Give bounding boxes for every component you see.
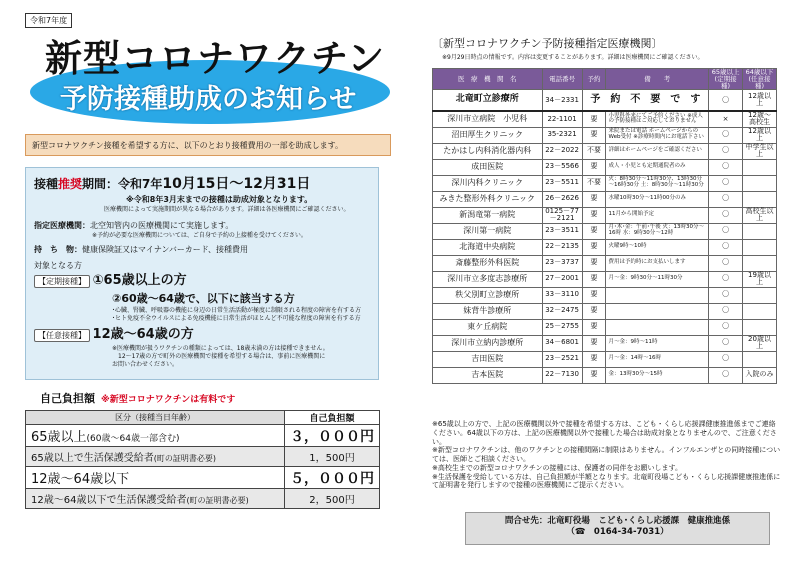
cost-col-category: 区分（接種当日年齢） <box>26 411 285 425</box>
table-row <box>433 207 777 223</box>
cost-heading <box>40 390 235 406</box>
clinic-reservation: 要 <box>582 223 606 239</box>
clinic-col-remarks: 備 考 <box>606 69 709 90</box>
clinic-phone: 33－3110 <box>542 287 582 303</box>
page-title: 新型コロナワクチン <box>45 37 386 80</box>
clinic-phone: 0125－77－2121 <box>542 207 582 223</box>
clinic-reservation: 要 <box>582 191 606 207</box>
clinic-name: 沼田厚生クリニック <box>433 127 543 143</box>
period-note: 医療機関によって実施期間が異なる場合があります。詳細は各医療機関にご確認ください。 <box>104 205 350 213</box>
clinic-over65: 〇 <box>709 191 743 207</box>
clinic-phone: 25－2755 <box>542 319 582 335</box>
clinic-name: 北竜町立診療所 <box>433 90 543 111</box>
period-label: 接種 <box>34 177 59 191</box>
clinic-phone: 27－2001 <box>542 271 582 287</box>
cost-category-main: 12歳～64歳以下 <box>31 472 130 487</box>
clinic-over65: 〇 <box>709 287 743 303</box>
clinic-over65: × <box>709 111 743 127</box>
contact-box <box>465 512 770 545</box>
clinic-phone: 35-2321 <box>542 127 582 143</box>
clinic-under64: 入院のみ <box>743 367 777 383</box>
table-row <box>433 127 777 143</box>
clinic-name: 吉本医院 <box>433 367 543 383</box>
table-row <box>26 447 380 467</box>
clinic-remarks: 費用は予約時にお支払いします <box>606 255 709 271</box>
clinic-over65: 〇 <box>709 367 743 383</box>
table-row <box>433 111 777 127</box>
table-row <box>433 255 777 271</box>
table-row <box>433 287 777 303</box>
voluntary-tag: 【任意接種】 <box>34 329 90 343</box>
clinic-remarks: 火：8時30分～11時30分、13時30分～16時30分 土：8時30分～11時30分 <box>606 175 709 191</box>
table-row <box>433 271 777 287</box>
period-year: 令和7年 <box>118 177 163 191</box>
clinic-over65: 〇 <box>709 175 743 191</box>
cost-category-sub: (町の証明書必要) <box>186 496 249 505</box>
clinic-under64 <box>743 303 777 319</box>
clinic-name: 吉田医院 <box>433 351 543 367</box>
clinic-reservation: 不要 <box>582 143 606 159</box>
clinic-name: 斎藤整形外科医院 <box>433 255 543 271</box>
facility-label: 指定医療機関： <box>34 220 90 230</box>
cost-category <box>26 447 285 467</box>
period-label-recommend: 推奨 <box>58 177 83 191</box>
regular-line1 <box>34 272 370 291</box>
intro-text: 新型コロナワクチン接種を希望する方に、以下のとおり接種費用の一部を助成します。 <box>25 134 391 156</box>
clinic-remarks: 火曜9時～10時 <box>606 239 709 255</box>
cost-category <box>26 425 285 447</box>
table-row <box>26 467 380 489</box>
clinic-over65: 〇 <box>709 207 743 223</box>
clinic-name: 深川市立多度志診療所 <box>433 271 543 287</box>
clinic-over65: 〇 <box>709 159 743 175</box>
regular-target-1: ①65歳以上の方 <box>92 272 187 288</box>
table-row <box>26 425 380 447</box>
cost-category <box>26 489 285 509</box>
belongings-label: 持 ち 物： <box>34 244 82 254</box>
clinic-phone: 22－2022 <box>542 143 582 159</box>
clinic-under64: 20歳以上 <box>743 335 777 351</box>
table-row <box>433 303 777 319</box>
cost-amount: ５，０００円 <box>285 467 380 489</box>
clinic-name: みきた整形外科クリニック <box>433 191 543 207</box>
clinic-reservation: 要 <box>582 271 606 287</box>
clinic-over65: 〇 <box>709 255 743 271</box>
clinic-name: 東ケ丘病院 <box>433 319 543 335</box>
clinic-remarks: 詳細はホームページをご確認ください <box>606 143 709 159</box>
clinic-reservation: 要 <box>582 287 606 303</box>
clinic-remarks: 成人・小児とも定期通院者のみ <box>606 159 709 175</box>
clinic-remarks: 11月から開始予定 <box>606 207 709 223</box>
footnote: ※高校生までの新型コロナワクチンの接種には、保護者の同伴をお願いします。 <box>432 463 682 472</box>
cost-category-main: 65歳以上 <box>31 430 87 445</box>
clinic-phone: 34－2331 <box>542 90 582 111</box>
clinic-phone: 23－5566 <box>542 159 582 175</box>
footnote: ※生活保護を受給している方は、自己負担額が半額となります。北竜町役場こども・くらし応援課健康推進係にて証明書を発行しますので接種の医療機関にご提示ください。 <box>432 472 781 490</box>
clinic-over65: 〇 <box>709 303 743 319</box>
clinic-under64 <box>743 239 777 255</box>
cost-amount: 2，500円 <box>285 489 380 509</box>
clinic-name: 北海道中央病院 <box>433 239 543 255</box>
clinic-reservation: 不要 <box>582 175 606 191</box>
clinic-under64 <box>743 159 777 175</box>
voluntary-note-3: お問い合わせください。 <box>112 360 179 368</box>
clinic-under64: 高校生以上 <box>743 207 777 223</box>
clinic-name: 深川市立納内診療所 <box>433 335 543 351</box>
clinic-reservation: 要 <box>582 207 606 223</box>
clinic-under64 <box>743 255 777 271</box>
clinic-remarks: 月･木･金：午前･午後 火：13時30分～16時 水：9時30分～12時 <box>606 223 709 239</box>
clinic-under64: 中学生以上 <box>743 143 777 159</box>
clinic-remarks: 金：13時30分～15時 <box>606 367 709 383</box>
clinic-remarks: 月～金：14時～16時 <box>606 351 709 367</box>
cost-category-main: 65歳以上で生活保護受給者 <box>31 453 154 464</box>
cost-heading-text: 自己負担額 <box>40 392 95 405</box>
eligibility-heading: 対象となる方 <box>34 261 82 271</box>
period-note-bold: ※令和8年3月末までの接種は助成対象となります。 <box>126 195 313 205</box>
clinic-under64: 12歳～高校生 <box>743 111 777 127</box>
clinic-phone: 34－6801 <box>542 335 582 351</box>
clinic-name: 妹背牛診療所 <box>433 303 543 319</box>
clinic-remarks: 月～金：9時30分～11時30分 <box>606 271 709 287</box>
clinic-reservation: 要 <box>582 159 606 175</box>
clinic-phone: 22－7130 <box>542 367 582 383</box>
regular-target-2: ②60歳～64歳で、以下に該当する方 <box>112 291 295 305</box>
clinic-col-name: 医 療 機 関 名 <box>433 69 543 90</box>
clinic-remarks <box>606 303 709 319</box>
table-row <box>433 90 777 111</box>
voluntary-line <box>34 326 370 345</box>
cost-col-amount: 自己負担額 <box>285 411 380 425</box>
clinic-under64: 19歳以上 <box>743 271 777 287</box>
facility-text: 北空知管内の医療機関にて実施します。 <box>90 220 234 230</box>
clinic-over65: 〇 <box>709 239 743 255</box>
clinic-col-over65: 65歳以上(定期接種) <box>709 69 743 90</box>
clinic-under64: 12歳以上 <box>743 90 777 111</box>
clinic-under64 <box>743 175 777 191</box>
table-row <box>433 159 777 175</box>
fiscal-year-badge: 令和7年度 <box>25 13 72 28</box>
clinic-phone: 23－2521 <box>542 351 582 367</box>
clinic-name: 新潟竜第一病院 <box>433 207 543 223</box>
cost-category-main: 12歳～64歳以下で生活保護受給者 <box>31 495 187 506</box>
clinic-over65: 〇 <box>709 223 743 239</box>
table-row <box>433 367 777 383</box>
clinic-over65: 〇 <box>709 143 743 159</box>
cost-amount: ３，０００円 <box>285 425 380 447</box>
clinic-col-reservation: 予約 <box>582 69 606 90</box>
table-row <box>26 489 380 509</box>
clinic-under64 <box>743 191 777 207</box>
belongings-text: 健康保険証又はマイナンバーカード、接種費用 <box>82 244 248 254</box>
cost-amount: 1，500円 <box>285 447 380 467</box>
clinic-body <box>433 90 777 383</box>
belongings-line <box>34 244 370 256</box>
regular-note-1: ･心臓、腎臓、呼吸器の機能に身辺の日常生活活動が極度に制限される程度の障害を有する方 <box>112 306 362 314</box>
clinic-over65: 〇 <box>709 127 743 143</box>
clinic-phone: 22-1101 <box>542 111 582 127</box>
clinic-reservation: 要 <box>582 335 606 351</box>
period-line <box>34 174 370 194</box>
clinic-phone: 23－3737 <box>542 255 582 271</box>
clinic-under64 <box>743 351 777 367</box>
clinic-phone: 32－2475 <box>542 303 582 319</box>
table-row <box>433 223 777 239</box>
footnotes <box>432 420 782 490</box>
clinic-under64 <box>743 319 777 335</box>
clinic-remarks: 小児科外来にてご予約ください ※成人の予防接種はご対応しておりません <box>606 111 709 127</box>
clinic-over65: 〇 <box>709 335 743 351</box>
clinic-under64 <box>743 287 777 303</box>
clinic-remarks <box>606 319 709 335</box>
cost-table <box>25 410 380 509</box>
clinic-phone: 23－3511 <box>542 223 582 239</box>
clinic-reservation: 要 <box>582 255 606 271</box>
period-label-suffix: 期間： <box>82 177 119 191</box>
clinics-title: 〔新型コロナワクチン予防接種指定医療機関〕 <box>432 37 663 50</box>
clinic-reservation: 要 <box>582 367 606 383</box>
facility-line <box>34 220 370 232</box>
table-row <box>433 319 777 335</box>
clinic-under64: 12歳以上 <box>743 127 777 143</box>
voluntary-note-1: ※医療機関が扱うワクチンの種類によっては、18歳未満の方は接種できません。 <box>112 344 329 352</box>
clinic-reservation: 要 <box>582 111 606 127</box>
footnote: ※新型コロナワクチンは、他のワクチンとの接種間隔に制限はありません。インフルエンザとの同時接種については、医師とご相談ください。 <box>432 446 781 463</box>
clinic-col-phone: 電話番号 <box>542 69 582 90</box>
clinic-name: 深川内科クリニック <box>433 175 543 191</box>
table-row <box>433 191 777 207</box>
regular-note-2: ･ヒト免疫不全ウイルスによる免疫機能に日常生活がほとんど不可能な程度の障害を有する方 <box>112 314 361 322</box>
cost-heading-note: ※新型コロナワクチンは有料です <box>101 395 236 405</box>
table-row <box>433 143 777 159</box>
clinic-name: 秩父別町立診療所 <box>433 287 543 303</box>
clinic-phone: 22－2135 <box>542 239 582 255</box>
facility-note: ※予約が必要な医療機関については、ご自身で予約の上接種を受けてください。 <box>92 231 307 239</box>
contact-phone: （☎ 0164-34-7031） <box>566 527 669 538</box>
cost-category-sub: (町の証明書必要) <box>153 454 216 463</box>
clinic-over65: 〇 <box>709 351 743 367</box>
contact-line: 問合せ先：北竜町役場 こども･くらし応援課 健康推進係 <box>504 516 731 526</box>
table-row <box>433 351 777 367</box>
page-subtitle: 予防接種助成のお知らせ <box>60 84 357 115</box>
clinic-reservation: 要 <box>582 127 606 143</box>
voluntary-target: 12歳～64歳の方 <box>92 326 194 342</box>
clinic-remarks: 水曜10時30分～11時00分のみ <box>606 191 709 207</box>
clinic-reservation: 要 <box>582 351 606 367</box>
clinics-note: ※9月29日時点の情報です。内容は変更することがあります。詳細は医療機関にご確認ください。 <box>442 54 704 61</box>
clinic-remarks: 月～金：9時～11時 <box>606 335 709 351</box>
clinic-reservation: 要 <box>582 239 606 255</box>
clinic-name: たかはし内科消化器内科 <box>433 143 543 159</box>
clinic-name: 深川市立病院 小児科 <box>433 111 543 127</box>
clinic-reservation: 要 <box>582 303 606 319</box>
table-row <box>433 175 777 191</box>
clinic-col-under64: 64歳以下(任意接種) <box>743 69 777 90</box>
clinic-remarks: 来院または電話 ホームページからのWeb受付 ※診療時間内にお電話下さい <box>606 127 709 143</box>
clinic-under64 <box>743 223 777 239</box>
voluntary-note-2: 12～17歳の方で町外の医療機関で接種を希望する場合は、事前に医療機関に <box>118 352 326 360</box>
period-dates: 10月15日～12月31日 <box>162 176 311 192</box>
clinic-over65: 〇 <box>709 271 743 287</box>
clinic-name: 深川第一病院 <box>433 223 543 239</box>
footnote: ※65歳以上の方で、上記の医療機関以外で接種を希望する方は、こども・くらし応援課健康推進係までご連絡ください。64歳以下の方は、上記の医療機関以外で接種した場合は助成対象となりませんので、ご注意ください。 <box>432 420 777 446</box>
clinic-over65: 〇 <box>709 90 743 111</box>
clinic-phone: 23－5511 <box>542 175 582 191</box>
table-row <box>433 335 777 351</box>
cost-category-sub: (60歳～64歳一部含む) <box>86 434 180 444</box>
clinics-table <box>432 68 777 384</box>
clinic-phone: 26－2626 <box>542 191 582 207</box>
regular-tag: 【定期接種】 <box>34 275 90 289</box>
clinic-name: 成田医院 <box>433 159 543 175</box>
table-row <box>433 239 777 255</box>
cost-category <box>26 467 285 489</box>
info-box <box>25 167 379 380</box>
clinic-remarks: 予 約 不 要 で す <box>582 90 709 111</box>
clinic-reservation: 要 <box>582 319 606 335</box>
clinic-remarks <box>606 287 709 303</box>
clinic-over65: 〇 <box>709 319 743 335</box>
